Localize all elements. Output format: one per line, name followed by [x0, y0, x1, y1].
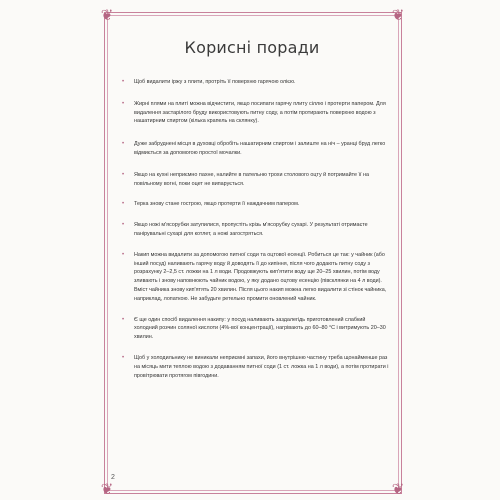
tip-text: Жирні плями на плиті можна відчистити, якщо посипати гарячу плиту сіллю і протерти папером. Для видалення застарілого бруду використовують питну соду, а потім протирають поверхню водою з нашатирним спиртом (кілька крапель на склянку).: [134, 100, 386, 125]
bullet-icon: •: [122, 141, 125, 148]
bullet-icon: •: [122, 354, 125, 361]
bullet-icon: •: [122, 222, 125, 229]
bullet-icon: •: [122, 201, 125, 208]
page-title: Корисні поради: [184, 38, 320, 57]
tip-text: Щоб видалити іржу з плити, протріть її поверхню гарячою олією.: [134, 79, 296, 85]
bullet-icon: •: [122, 79, 125, 85]
tip-item: [122, 354, 390, 380]
page-number: 2: [111, 474, 115, 481]
tip-text: Дуже забруднені місця в духовці обробіть нашатирним спиртом і залиште на ніч – уранці бруд легко відмиється за допомогою простої мочалки.: [134, 141, 386, 156]
ornament-icon: ❦: [391, 6, 405, 24]
tip-item: [122, 100, 390, 126]
tip-text: Терка знову стане гострою, якщо протерти її наждачним папером.: [134, 201, 300, 208]
tip-text: Накип можна видалити за допомогою питної соди та оцтової есенції. Робиться це так: у чайник (або інший посуд) наливають гарячу воду й доводять її до кипіння, після чого додають питну соду з розрахунку 2–2,5 ст. ложки на 1 л води. Продовжують кип'ятити воду ще 20–25 хвилин, потім воду зливають і знову наповнюють чайник водою, у яку додано оцтову есенцію (півсклянки на 4 л води). Вміст чайника знову кип'ятять 20 хвилин. Після цього накип можна легко видалити зі стінок чайника, наприклад, лопаткою. Не забудьте ретельно промити оновлений чайник.: [134, 251, 387, 302]
ornament-icon: ❦: [100, 6, 114, 24]
tip-text: Якщо ножі м'ясорубки затупилися, пропустіть крізь м'ясорубку сухарі. У результаті отримаєте панірувальні сухарі для котлет, а ножі загостряться.: [134, 222, 368, 237]
tip-item: [122, 221, 390, 239]
tip-item: [122, 171, 390, 189]
tip-text: Якщо на кухні неприємно пахне, налийте в пательню трохи столового оцту й потримайте її на повільному вогні, поки оцет не випарується.: [134, 171, 370, 187]
ornament-icon: ❦: [391, 480, 405, 498]
tips-list: [122, 78, 390, 380]
tip-text: Щоб у холодильнику не виникали неприємні запахи, його внутрішню частину треба щонайменше раз на місяць мити теплою водою з додаванням питної соди (1 ст. ложка на 1 л води), а потім протирати і провітрювати протягом півгодини.: [134, 354, 389, 379]
ornament-icon: ❦: [100, 480, 114, 498]
bullet-icon: •: [122, 171, 125, 178]
tip-item: [122, 316, 390, 342]
tip-item: [122, 251, 390, 304]
bullet-icon: •: [122, 316, 125, 323]
tip-item: [122, 200, 390, 209]
tip-item: [122, 78, 390, 87]
bullet-icon: •: [122, 100, 125, 107]
tip-item: [122, 140, 390, 158]
bullet-icon: •: [122, 251, 125, 258]
tip-text: Є ще один спосіб видалення накипу: у посуд наливають заздалегідь приготовлений слабкий холодний розчин соляної кислоти (4%-вої концентрації), нагрівають до 60–80 °С і витримують 20–30 хвилин.: [134, 316, 386, 341]
